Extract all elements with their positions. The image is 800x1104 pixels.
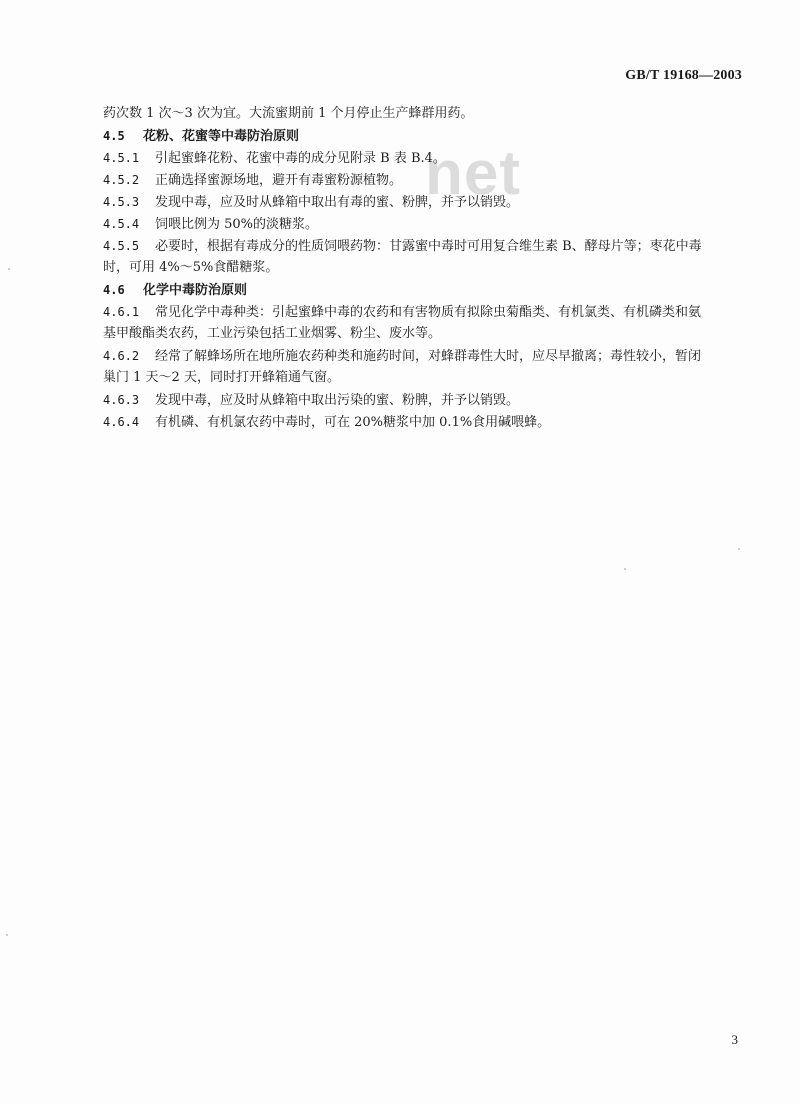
clause-number: 4.6.4 xyxy=(103,415,140,429)
line-text: 时，可用 4%～5%食醋糖浆。 xyxy=(103,260,279,275)
clause-text: 发现中毒，应及时从蜂箱中取出污染的蜜、粉脾，并予以销毁。 xyxy=(155,393,520,408)
continuation-line xyxy=(103,103,743,125)
clause-4-6-4 xyxy=(103,411,743,433)
clause-number: 4.5.4 xyxy=(103,217,140,231)
clause-4-5-3 xyxy=(103,191,743,213)
watermark: net xyxy=(425,139,521,208)
clause-number: 4.5.1 xyxy=(103,151,140,165)
section-heading-4-6 xyxy=(103,279,743,301)
clause-number: 4.5.5 xyxy=(103,239,140,253)
clause-4-5-4 xyxy=(103,213,743,235)
section-number: 4.5 xyxy=(103,129,125,143)
line-text: 基甲酸酯类农药，工业污染包括工业烟雾、粉尘、废水等。 xyxy=(103,326,442,341)
clause-4-6-2 xyxy=(103,345,743,367)
clause-text: 发现中毒，应及时从蜂箱中取出有毒的蜜、粉脾，并予以销毁。 xyxy=(155,195,520,210)
scan-speck xyxy=(8,268,10,270)
section-heading-4-5 xyxy=(103,125,743,147)
clause-text: 引起蜜蜂花粉、花蜜中毒的成分见附录 B 表 B.4。 xyxy=(155,151,446,166)
continuation-line xyxy=(103,367,743,389)
clause-number: 4.6.2 xyxy=(103,349,140,363)
document-body xyxy=(103,103,743,433)
line-text: 巢门 1 天～2 天，同时打开蜂箱通气窗。 xyxy=(103,370,340,385)
clause-number: 4.6.3 xyxy=(103,393,140,407)
clause-4-5-1 xyxy=(103,147,743,169)
clause-number: 4.5.3 xyxy=(103,195,140,209)
clause-text: 经常了解蜂场所在地所施农药种类和施药时间，对蜂群毒性大时，应尽早撤离；毒性较小，暂闭 xyxy=(155,349,702,364)
section-title: 花粉、花蜜等中毒防治原则 xyxy=(143,129,300,144)
clause-text: 正确选择蜜源场地，避开有毒蜜粉源植物。 xyxy=(155,173,403,188)
clause-number: 4.5.2 xyxy=(103,173,140,187)
clause-text: 必要时，根据有毒成分的性质饲喂药物：甘露蜜中毒时可用复合维生素 B、酵母片等；枣花中毒 xyxy=(155,239,702,254)
clause-text: 饲喂比例为 50%的淡糖浆。 xyxy=(155,217,319,232)
clause-text: 有机磷、有机氯农药中毒时，可在 20%糖浆中加 0.1%食用碱喂蜂。 xyxy=(155,415,551,430)
standard-code: GB/T 19168—2003 xyxy=(625,68,742,83)
page-number: 3 xyxy=(731,1032,738,1047)
clause-4-6-3 xyxy=(103,389,743,411)
scan-speck xyxy=(624,568,626,570)
clause-number: 4.6.1 xyxy=(103,305,140,319)
clause-4-5-2 xyxy=(103,169,743,191)
clause-text: 常见化学中毒种类：引起蜜蜂中毒的农药和有害物质有拟除虫菊酯类、有机氯类、有机磷类和氨 xyxy=(155,305,702,320)
scan-speck xyxy=(6,934,8,936)
scan-speck xyxy=(738,548,740,550)
section-number: 4.6 xyxy=(103,283,125,297)
line-text: 药次数 1 次～3 次为宜。大流蜜期前 1 个月停止生产蜂群用药。 xyxy=(103,106,474,121)
clause-4-5-5 xyxy=(103,235,743,257)
continuation-line xyxy=(103,323,743,345)
clause-4-6-1 xyxy=(103,301,743,323)
continuation-line xyxy=(103,257,743,279)
section-title: 化学中毒防治原则 xyxy=(143,283,248,298)
